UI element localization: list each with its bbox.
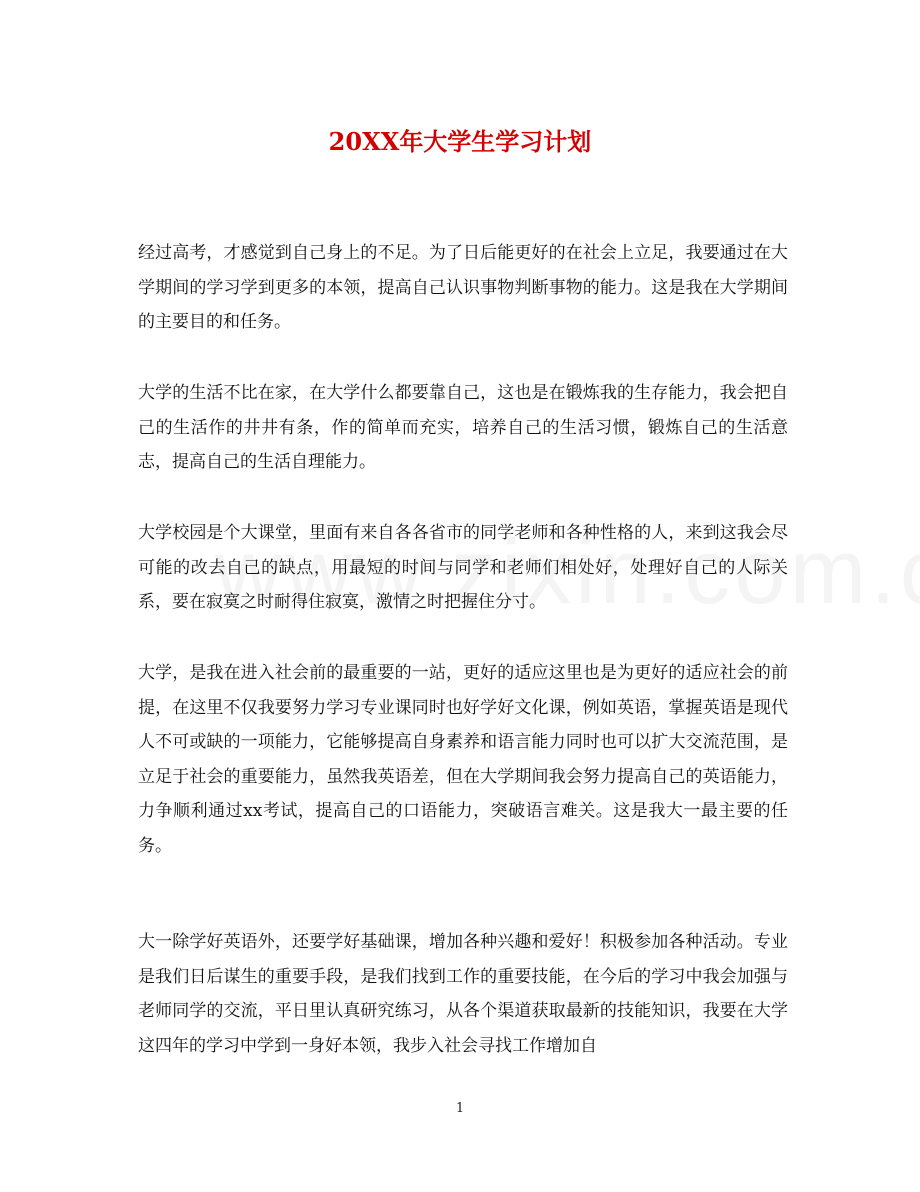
paragraph-5: 大一除学好英语外，还要学好基础课，增加各种兴趣和爱好！积极参加各种活动。专业是我们日后谋生的重要手段，是我们找到工作的重要技能，在今后的学习中我会加强与老师同学的交流，平日里认真研究练习，从各个渠道获取最新的技能知识，我要在大学这四年的学习中学到一身好本领，我步入社会寻找工作增加自 xyxy=(138,932,788,1056)
document-title: 20XX年大学生学习计划 xyxy=(328,127,592,156)
paragraph-2: 大学的生活不比在家，在大学什么都要靠自己，这也是在锻炼我的生存能力，我会把自己的生活作的井井有条，作的简单而充实，培养自己的生活习惯，锻炼自己的生活意志，提高自己的生活自理能力。 xyxy=(138,383,788,472)
paragraph-4: 大学，是我在进入社会前的最重要的一站，更好的适应这里也是为更好的适应社会的前提，在这里不仅我要努力学习专业课同时也好学好文化课，例如英语，掌握英语是现代人不可或缺的一项能力，它能够提高自身素养和语言能力同时也可以扩大交流范围，是立足于社会的重要能力，虽然我英语差，但在大学期间我会努力提高自己的英语能力，力争顺利通过xx考试，提高自己的口语能力，突破语言难关。这是我大一最主要的任务。 xyxy=(138,663,788,856)
page-number: 1 xyxy=(455,1101,465,1116)
paragraph-1: 经过高考，才感觉到自己身上的不足。为了日后能更好的在社会上立足，我要通过在大学期间的学习学到更多的本领，提高自己认识事物判断事物的能力。这是我在大学期间的主要目的和任务。 xyxy=(138,243,788,332)
paragraph-3: 大学校园是个大课堂，里面有来自各各省市的同学老师和各种性格的人，来到这我会尽可能的改去自己的缺点，用最短的时间与同学和老师们相处好，处理好自己的人际关系，要在寂寞之时耐得住寂寞，激情之时把握住分寸。 xyxy=(138,523,788,612)
